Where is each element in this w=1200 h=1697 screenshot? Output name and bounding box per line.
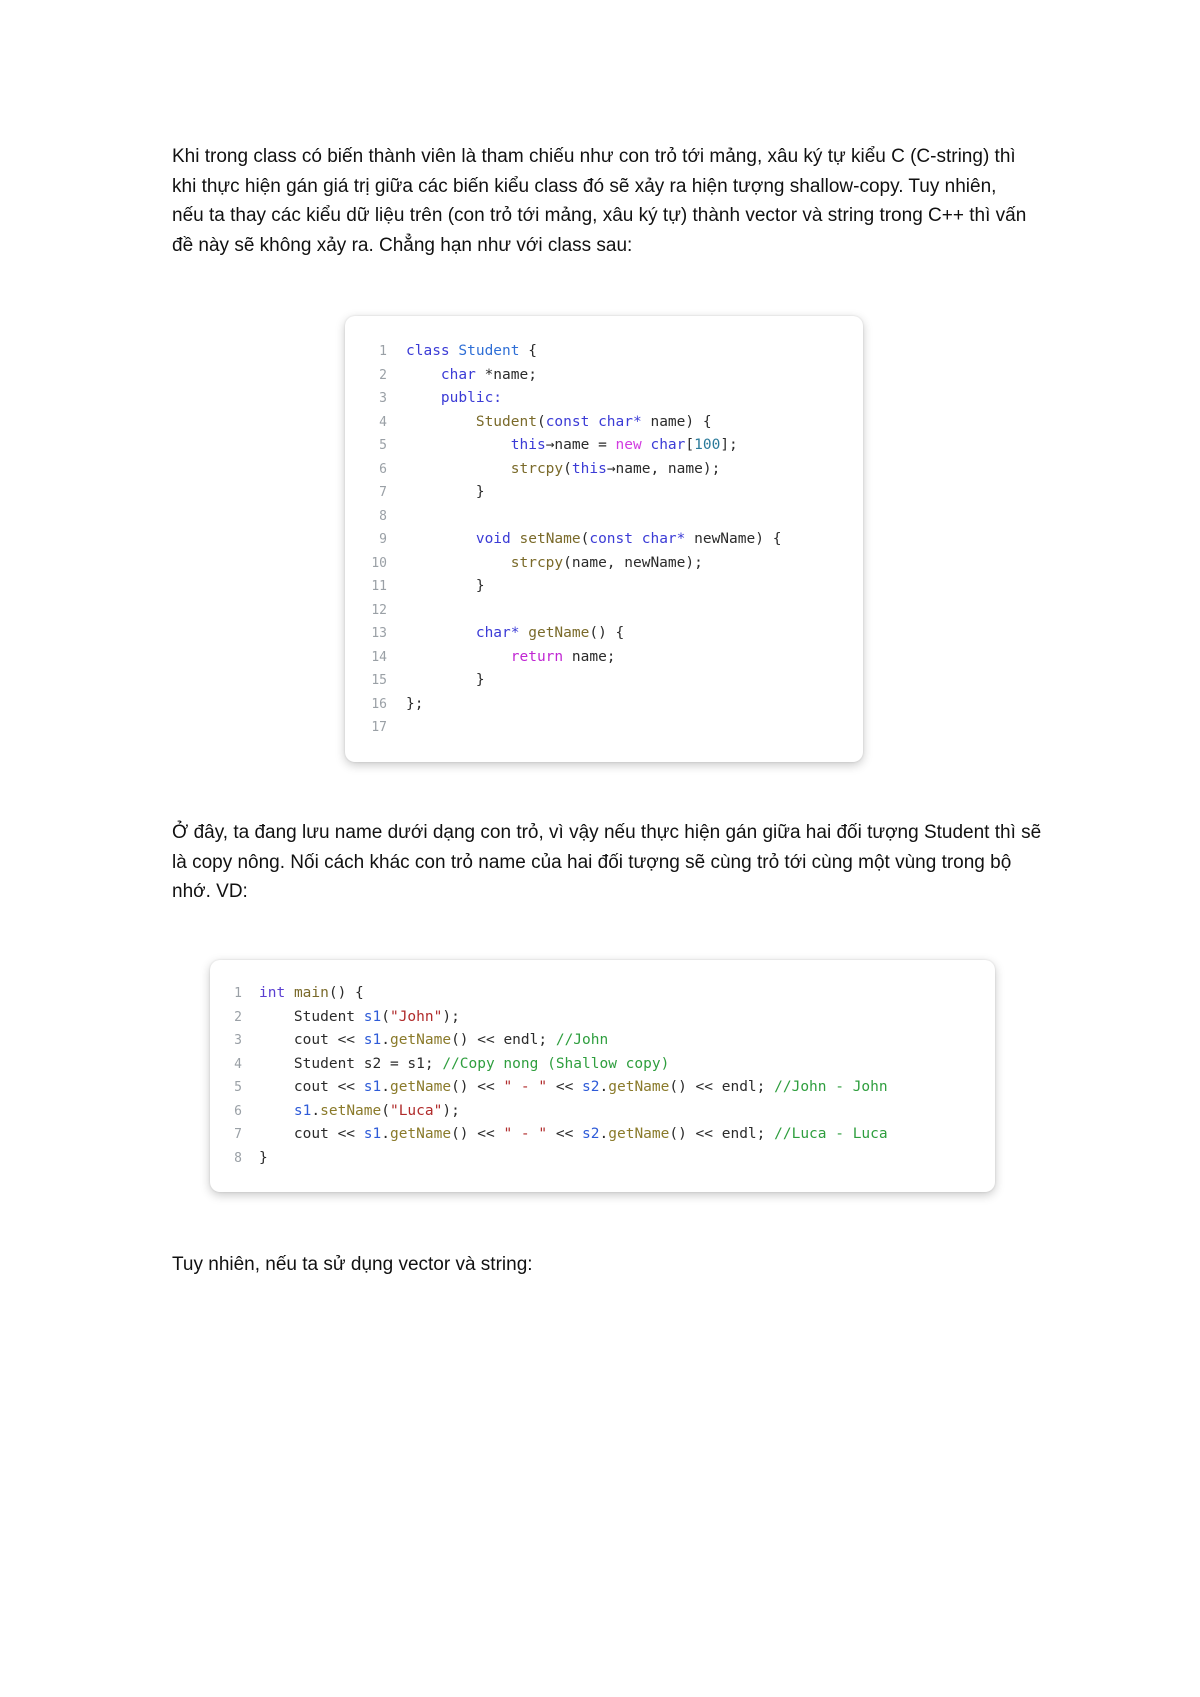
code-token: () { xyxy=(589,625,625,641)
code-token: Student xyxy=(475,413,537,430)
code-token: this xyxy=(510,437,546,453)
code-token: getName xyxy=(389,1032,452,1048)
code-token: << xyxy=(547,1079,583,1095)
code-token: ( xyxy=(381,1008,390,1025)
code-token: int xyxy=(259,985,286,1001)
code-text xyxy=(259,1029,608,1053)
code-token: cout << xyxy=(259,1032,364,1048)
code-token: s2 xyxy=(582,1126,600,1142)
code-token: }; xyxy=(406,695,424,712)
line-number: 16 xyxy=(371,696,387,712)
code-token: } xyxy=(406,484,485,500)
code-token: main xyxy=(293,985,329,1001)
code-token: getName xyxy=(528,625,590,641)
code-token: Student xyxy=(259,1008,364,1025)
code-token: { xyxy=(519,343,537,359)
code-token: " - " xyxy=(503,1079,548,1095)
code-token: getName xyxy=(608,1126,670,1142)
code-token: ( xyxy=(536,413,546,430)
code-line xyxy=(210,1053,995,1077)
code-text xyxy=(406,646,616,670)
code-token: } xyxy=(406,578,485,594)
code-text xyxy=(406,387,502,411)
code-text xyxy=(406,528,781,552)
code-token: →name, name); xyxy=(606,460,721,477)
code-token: . xyxy=(599,1079,609,1095)
code-token: cout << xyxy=(259,1126,364,1142)
line-number: 8 xyxy=(379,508,387,524)
code-token: strcpy xyxy=(510,460,564,477)
code-line xyxy=(345,622,863,646)
code-token: return xyxy=(510,648,564,665)
code-token xyxy=(406,461,511,477)
code-line xyxy=(345,716,863,740)
code-token: getName xyxy=(389,1126,452,1142)
code-text xyxy=(259,1006,460,1030)
line-number: 14 xyxy=(371,649,387,665)
code-token: *name; xyxy=(475,366,537,383)
code-token: s1 xyxy=(363,1032,382,1048)
code-text xyxy=(406,669,485,693)
code-token xyxy=(259,1103,294,1119)
line-number: 6 xyxy=(234,1103,242,1119)
code-token xyxy=(511,531,520,547)
code-token: () << endl; xyxy=(669,1079,775,1095)
code-token xyxy=(285,985,294,1001)
code-token: Student s2 = s1; xyxy=(259,1055,443,1072)
code-token xyxy=(633,531,642,547)
line-number: 9 xyxy=(379,532,387,547)
code-token: ( xyxy=(381,1102,390,1119)
code-text xyxy=(259,1100,460,1124)
code-token xyxy=(406,414,476,430)
code-text xyxy=(406,552,703,576)
code-line xyxy=(345,693,863,717)
code-token: //Copy nong (Shallow copy) xyxy=(442,1055,670,1072)
code-token xyxy=(406,531,476,547)
code-token: char xyxy=(650,437,686,453)
line-number: 15 xyxy=(371,673,387,688)
code-token: " - " xyxy=(503,1126,548,1142)
code-line xyxy=(345,505,863,529)
code-token: setName xyxy=(519,531,581,547)
code-token xyxy=(406,649,511,665)
line-number: 4 xyxy=(234,1056,242,1072)
code-line xyxy=(345,364,863,388)
line-number: 3 xyxy=(234,1033,242,1048)
code-text xyxy=(259,1123,888,1147)
code-token: void xyxy=(475,531,511,547)
code-line xyxy=(345,646,863,670)
line-number: 3 xyxy=(379,391,387,406)
code-text xyxy=(406,411,712,435)
code-line xyxy=(345,411,863,435)
code-token: char* xyxy=(641,531,686,547)
code-token: . xyxy=(599,1126,609,1142)
code-block-main-example xyxy=(210,960,995,1192)
line-number: 10 xyxy=(371,555,387,571)
line-number: 7 xyxy=(234,1127,242,1142)
line-number: 2 xyxy=(234,1009,242,1025)
code-text xyxy=(406,340,537,364)
code-line xyxy=(210,1100,995,1124)
code-token: ]; xyxy=(720,437,738,453)
code-text xyxy=(406,693,423,717)
line-number: 5 xyxy=(234,1080,242,1095)
line-number: 6 xyxy=(379,461,387,477)
code-text xyxy=(259,982,364,1006)
code-token: [ xyxy=(685,437,695,453)
code-line xyxy=(345,387,863,411)
code-token: s1 xyxy=(363,1079,382,1095)
code-line xyxy=(345,458,863,482)
line-number: 8 xyxy=(234,1150,242,1166)
code-token: "Luca" xyxy=(389,1102,443,1119)
code-line xyxy=(345,340,863,364)
code-text xyxy=(406,458,720,482)
code-token: //John xyxy=(555,1032,609,1048)
code-token xyxy=(406,390,441,406)
code-token: s1 xyxy=(293,1102,312,1119)
code-line xyxy=(210,1006,995,1030)
code-token: s2 xyxy=(582,1079,600,1095)
code-line xyxy=(345,434,863,458)
code-token: 100 xyxy=(694,437,721,453)
code-line xyxy=(345,481,863,505)
line-number: 17 xyxy=(371,720,387,735)
code-token: getName xyxy=(389,1079,452,1095)
code-token xyxy=(406,625,476,641)
code-token: . xyxy=(381,1079,390,1095)
code-text xyxy=(406,575,485,599)
code-line xyxy=(345,552,863,576)
line-number: 13 xyxy=(371,626,387,641)
code-token: . xyxy=(381,1032,390,1048)
code-token: Student xyxy=(458,343,520,359)
code-token: () << endl; xyxy=(669,1126,775,1142)
code-token xyxy=(520,625,529,641)
line-number: 1 xyxy=(379,344,387,359)
line-number: 5 xyxy=(379,438,387,453)
code-token: () << endl; xyxy=(451,1032,556,1048)
code-text xyxy=(406,622,624,646)
code-line xyxy=(345,575,863,599)
line-number: 7 xyxy=(379,485,387,500)
code-token: s1 xyxy=(363,1126,382,1142)
code-token: . xyxy=(381,1126,390,1142)
code-token: new xyxy=(615,437,642,453)
code-token: "John" xyxy=(389,1008,443,1025)
code-token: char* xyxy=(598,413,642,430)
code-token xyxy=(406,367,441,383)
code-text xyxy=(259,1053,669,1077)
code-block-student-class xyxy=(345,316,863,762)
code-token: const xyxy=(589,531,633,547)
code-token: () { xyxy=(328,985,364,1001)
code-text xyxy=(259,1076,888,1100)
line-number: 4 xyxy=(379,414,387,430)
code-token: () << xyxy=(451,1126,504,1142)
code-text xyxy=(406,364,537,388)
code-token: this xyxy=(571,460,607,477)
code-token: ); xyxy=(442,1008,460,1025)
line-number: 1 xyxy=(234,986,242,1001)
intro-paragraph: Khi trong class có biến thành viên là tham chiếu như con trỏ tới mảng, xâu ký tự kiểu C (C-string) thì khi thực hiện gán giá trị giữa các biến kiểu class đó sẽ xảy ra hiện tượng shallow-copy. Tuy nhiên, nếu ta thay các kiểu dữ liệu trên (con trỏ tới mảng, xâu ký tự) thành vector và string trong C++ thì vấn đề này sẽ không xảy ra. Chẳng hạn như với class sau: xyxy=(172,146,1027,256)
code-token xyxy=(406,437,511,453)
code-text xyxy=(406,434,738,458)
code-token: //Luca - Luca xyxy=(774,1126,888,1142)
code-token: strcpy xyxy=(510,554,564,571)
code-token: s1 xyxy=(363,1008,382,1025)
code-token xyxy=(406,555,511,571)
code-token: setName xyxy=(320,1102,382,1119)
code-token: . xyxy=(311,1102,321,1119)
code-token: ( xyxy=(580,531,590,547)
code-line xyxy=(210,1147,995,1171)
code-line xyxy=(210,982,995,1006)
code-line xyxy=(210,1076,995,1100)
code-token: } xyxy=(406,672,485,688)
explanation-paragraph: Ở đây, ta đang lưu name dưới dạng con trỏ, vì vậy nếu thực hiện gán giữa hai đối tượng Student thì sẽ là copy nông. Nối cách khác con trỏ name của hai đối tượng sẽ cùng trỏ tới cùng một vùng trong bộ nhớ. VD: xyxy=(172,822,1042,902)
code-token: char* xyxy=(475,625,520,641)
code-token: class xyxy=(406,343,459,359)
code-token: →name = xyxy=(545,437,616,453)
code-token: getName xyxy=(608,1079,670,1095)
code-token: name; xyxy=(563,648,616,665)
code-line xyxy=(345,599,863,623)
code-token: newName) { xyxy=(685,531,782,547)
line-number: 12 xyxy=(371,602,387,618)
code-line xyxy=(210,1123,995,1147)
code-token xyxy=(589,414,598,430)
code-token: } xyxy=(259,1149,268,1166)
followup-paragraph: Tuy nhiên, nếu ta sử dụng vector và string: xyxy=(172,1254,533,1275)
code-token: ( xyxy=(563,460,572,477)
code-line xyxy=(345,669,863,693)
code-token: //John - John xyxy=(774,1079,888,1095)
code-token: char xyxy=(440,366,476,383)
code-line xyxy=(345,528,863,552)
code-token: const xyxy=(545,413,590,430)
code-token: ); xyxy=(442,1102,460,1119)
code-token: (name, newName); xyxy=(563,554,703,571)
code-text xyxy=(406,481,485,505)
code-token: name) { xyxy=(641,413,712,430)
code-token: public: xyxy=(440,390,503,406)
code-token: << xyxy=(547,1126,583,1142)
code-token: () << xyxy=(451,1079,504,1095)
code-token: cout << xyxy=(259,1079,364,1095)
line-number: 11 xyxy=(371,579,387,594)
code-text xyxy=(259,1147,268,1171)
line-number: 2 xyxy=(379,367,387,383)
code-line xyxy=(210,1029,995,1053)
